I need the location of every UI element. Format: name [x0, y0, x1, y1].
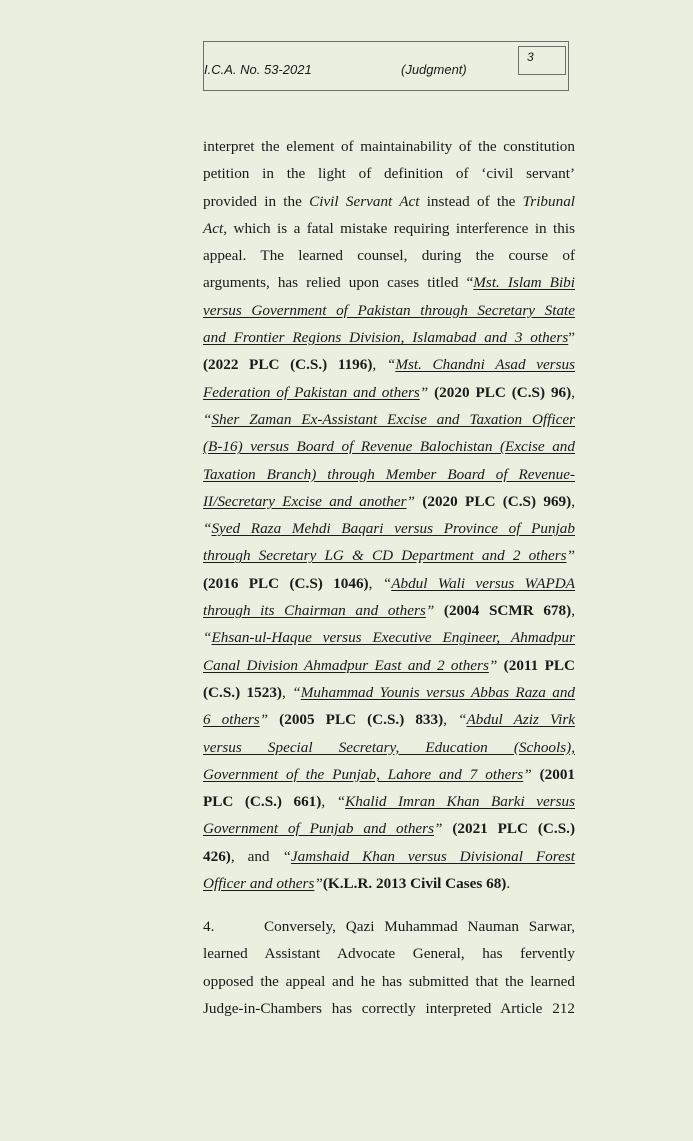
text-line: “Ehsan-ul-Haque versus Executive Engineer, Ahmadpur: [203, 629, 575, 647]
text-line: (B-16) versus Board of Revenue Balochistan (Excise and: [203, 438, 575, 456]
text-line: Judge-in-Chambers has correctly interpreted Article 212: [203, 999, 575, 1017]
text-line: “Sher Zaman Ex-Assistant Excise and Taxation Officer: [203, 410, 575, 428]
text-line: and Frontier Regions Division, Islamabad and 3 others”: [203, 329, 575, 347]
text-line: petition in the light of definition of ‘civil servant’: [203, 165, 575, 183]
text-line: interpret the element of maintainability of the constitution: [203, 138, 575, 155]
text-line: versus Government of Pakistan through Secretary State: [203, 301, 575, 319]
text-line: (C.S.) 1523), “Muhammad Younis versus Abbas Raza and: [203, 683, 576, 701]
text-line: Canal Division Ahmadpur East and 2 others” (2011 PLC: [203, 656, 575, 674]
text-line: “Syed Raza Mehdi Baqari versus Province of Punjab: [203, 520, 575, 538]
page-header: [203, 41, 569, 91]
text-line: 6 others” (2005 PLC (C.S.) 833), “Abdul Aziz Virk: [203, 711, 575, 729]
text-line: PLC (C.S.) 661), “Khalid Imran Khan Barki versus: [203, 793, 576, 811]
text-line: Act, which is a fatal mistake requiring interference in this: [203, 219, 575, 237]
text-line: through Secretary LG & CD Department and 2 others”: [203, 547, 575, 565]
text-line: appeal. The learned counsel, during the course of: [203, 247, 575, 265]
text-line: Officer and others”(K.L.R. 2013 Civil Cases 68).: [203, 875, 511, 893]
text-line: (2022 PLC (C.S.) 1196), “Mst. Chandni Asad versus: [203, 356, 576, 374]
text-line: Government of the Punjab, Lahore and 7 others” (2001: [203, 765, 576, 783]
text-line: versus Special Secretary, Education (Schools),: [203, 738, 575, 756]
text-line: learned Assistant Advocate General, has fervently: [203, 945, 575, 963]
text-line: through its Chairman and others” (2004 SCMR 678),: [203, 602, 575, 620]
paragraph-number: 4.: [203, 918, 215, 935]
paragraph-4: [203, 913, 575, 1022]
document-type: (Judgment): [401, 62, 467, 77]
text-line: Government of Punjab and others” (2021 PLC (C.S.): [203, 820, 576, 838]
page-number-box: [518, 46, 566, 75]
text-line: 4. Conversely, Qazi Muhammad Nauman Sarwar,: [203, 913, 575, 940]
judgment-paragraph: [203, 133, 575, 897]
text-line: Taxation Branch) through Member Board of Revenue-: [203, 465, 575, 483]
text-line: opposed the appeal and he has submitted that the learned: [203, 972, 575, 990]
case-number: I.C.A. No. 53-2021: [204, 62, 312, 77]
text-line: II/Secretary Excise and another” (2020 PLC (C.S) 969),: [203, 492, 575, 510]
text-line: provided in the Civil Servant Act instead of the Tribunal: [203, 192, 576, 210]
page-number: 3: [527, 50, 534, 64]
text-line: Federation of Pakistan and others” (2020 PLC (C.S) 96),: [203, 383, 575, 401]
text-line: (2016 PLC (C.S) 1046), “Abdul Wali versus WAPDA: [203, 574, 575, 592]
text-line: 426), and “Jamshaid Khan versus Divisional Forest: [203, 847, 575, 865]
text-line: arguments, has relied upon cases titled “Mst. Islam Bibi: [203, 274, 575, 292]
